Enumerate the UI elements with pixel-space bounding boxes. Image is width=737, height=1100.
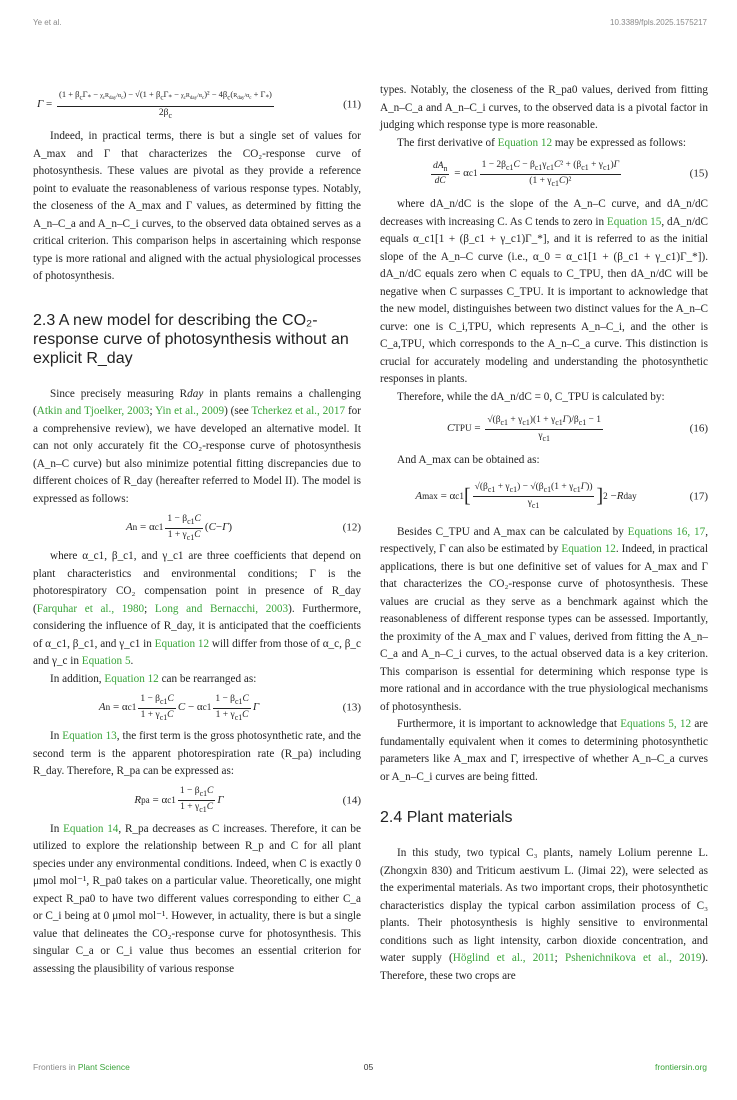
citation-link[interactable]: Farquhar et al., 1980 <box>36 602 145 615</box>
paragraph: And A_max can be obtained as: <box>397 454 540 466</box>
equation-15: $\frac{dA_n}{dC}$ = α c1 $\frac{1 - 2\beta_{c1}C - \beta_{c1}\gamma_{c1}C^2 + (\beta_{c1} + \gamma_{c1})\Gamma}{(1 + \gamma_{c1}C)^2}$ (15) <box>432 159 708 188</box>
paragraph: In Equation 14, R_pa decreases as C increases. Therefore, it can be utilized to explore the relationship between R_p and C for all plant species under any environmental conditions. Indeed, when C is exactly 0 μmol mol⁻¹, R_pa0 takes on a particular value. Theoretically, one might expect R_pa0 to have two different values corresponding to either C_a or C_i being at 0 μmol mol⁻¹. However, in actuality, there is but a single value that delineates the CO₂-response curve for photosynthesis. This singular C_a or C_i value thus becomes an essential criterion for assessing the plausibility of various response <box>33 822 361 975</box>
equation-16-number: (16) <box>689 422 708 435</box>
citation-link[interactable]: Höglind et al., 2011 <box>452 952 555 964</box>
equation-link[interactable]: Equation 15 <box>606 215 662 228</box>
page-number: 05 <box>363 1062 374 1072</box>
equation-13-number: (13) <box>342 701 361 714</box>
equation-link[interactable]: Equation 12 <box>497 136 553 149</box>
running-header-doi: 10.3389/fpls.2025.1575217 <box>610 18 707 27</box>
journal-link[interactable]: Plant Science <box>77 1062 130 1072</box>
footer-journal: Frontiers in Plant Science <box>33 1062 130 1072</box>
citation-link[interactable]: Atkin and Tjoelker, 2003 <box>36 405 150 417</box>
paragraph: types. Notably, the closeness of the R_pa0 values, derived from fitting A_n–C_a and A_n–C_i curves, to the observed data is a pivotal factor in judging which response type is more reasonable. <box>380 84 708 131</box>
equation-13: A n = α c1 $\frac{1 - \beta_{c1}C}{1 + \gamma_{c1}C}$ C − α c1 $\frac{1 - \beta_{c1}C}{1 + \gamma_{c1}C}$ Γ (13) <box>98 693 361 722</box>
equation-link[interactable]: Equations 5, 12 <box>620 718 692 730</box>
section-heading-2-4: 2.4 Plant materials <box>380 809 513 826</box>
equation-link[interactable]: Equations 16, 17 <box>627 525 706 538</box>
equation-12: A n = α c1 $\frac{1 - \beta_{c1}C}{1 + \gamma_{c1}C}$ ( C − Γ ) (12) <box>125 513 361 542</box>
paragraph: where dA_n/dC is the slope of the A_n–C curve, and dA_n/dC decreases with increasing C. As C tends to zero in Equation 15, dA_n/dC equals α_c1[1 + (β_c1 + γ_c1)Γ_*], and it is referred to as the initial slope of the A_n–C curve (i.e., α_0 = α_c1[1 + (β_c1 + γ_c1)Γ_*]). dA_n/dC equals zero when C equals to C_TPU, then dA_n/dC will be negative when C surpasses C_TPU. It is important to acknowledge that the new model, distinguishes between two distinct values for the A_n–C curve: one is C_i,TPU, which represents A_n–C_i, and the other is C_a,TPU, which corresponds to the A_n–C_a curve. This distinction is crucial for accurately modeling and understanding the photosynthetic responses in plants. <box>380 198 708 385</box>
paragraph: The first derivative of Equation 12 may be expressed as follows: <box>397 136 686 149</box>
equation-link[interactable]: Equation 12 <box>154 637 210 650</box>
section-heading-2-3: 2.3 A new model for describing the CO₂-response curve of photosynthesis without an explicit R_day <box>33 311 349 367</box>
paragraph: In Equation 13, the first term is the gross photosynthetic rate, and the second term is the apparent photorespiration rate (R_pa) including R_day. Therefore, R_pa can be expressed as: <box>33 730 361 777</box>
citation-link[interactable]: Yin et al., 2009 <box>155 405 225 417</box>
citation-link[interactable]: Tcherkez et al., 2017 <box>251 405 346 417</box>
paragraph: where α_c1, β_c1, and γ_c1 are three coefficients that depend on plant characteristics and environmental conditions; Γ is the photorespiratory CO₂ compensation point in presence of R_day (Farquhar et al., 1980; Long and Bernacchi, 2003). Furthermore, considering the influence of R_day, it is anticipated that the coefficients of α_c1, β_c1, and γ_c1 in Equation 12 will differ from those of α_c, β_c and γ_c in Equation 5. <box>33 550 361 667</box>
equation-17-number: (17) <box>689 489 708 502</box>
citation-link[interactable]: Long and Bernacchi, 2003 <box>154 602 289 615</box>
equation-link[interactable]: Equation 12 <box>561 543 616 555</box>
equation-15-number: (15) <box>689 167 708 180</box>
equation-link[interactable]: Equation 12 <box>104 672 159 685</box>
paragraph: Besides C_TPU and A_max can be calculated by Equations 16, 17, respectively, Γ can also be estimated by Equation 12. Indeed, in practical applications, there is but one definitive set of values for A_max and Γ that characterizes the CO₂-response curve of photosynthesis. These values are crucial as they serve as a benchmark against which the reasonableness of different response types can be assessed. Importantly, the proximity of the A_max and Γ values, derived from fitting the A_n–C_a and A_n–C_i curves, to the actual observed data is a key criterion. This comparison is essential for determining which response type is more rational and in accordance with the true physiological mechanisms of photosynthesis. <box>380 525 708 713</box>
equation-link[interactable]: Equation 5 <box>81 655 131 667</box>
paragraph: Furthermore, it is important to acknowledge that Equations 5, 12 are fundamentally equivalent when it comes to determining photosynthetic parameters like A_max and Γ, irrespective of whether A_n–C_a curves or A_n–C_i curves are being fitted. <box>380 718 708 783</box>
equation-11-number: (11) <box>343 98 361 111</box>
running-header-authors: Ye et al. <box>33 18 62 27</box>
equation-link[interactable]: Equation 14 <box>63 822 119 835</box>
paragraph: Indeed, in practical terms, there is but a single set of values for A_max and Γ that characterizes the CO₂-response curve of photosynthesis. These values are pivotal as they provide a reference point to evaluate the reasonableness of various response types. Notably, the closeness of the A_max and Γ values, as determined by fitting the A_n–C_a and A_n–C_i curves, to the observed data obtained serves as a critical criterion. This comparison helps in ascertaining which response type is more rational and aligned with the actual physiological processes of photosynthesis. <box>33 130 361 282</box>
paragraph: Therefore, while the dA_n/dC = 0, C_TPU is calculated by: <box>397 390 665 403</box>
paragraph: In this study, two typical C₃ plants, namely Lolium perenne L. (Zhongxin 830) and Triticum aestivum L. (Jimai 22), were selected as the experimental materials. As two important crops, their photosynthetic characteristics display the typical carbon assimilation process of C₃ plants. Their photosynthesis is highly sensitive to environmental conditions such as light intensity, carbon dioxide concentration, and water supply (Höglind et al., 2011; Pshenichnikova et al., 2019). Therefore, these two crops are <box>380 847 708 982</box>
equation-14-number: (14) <box>342 793 361 806</box>
citation-link[interactable]: Pshenichnikova et al., 2019 <box>564 952 702 964</box>
equation-17: A max = α c1 [ $\frac{√(\beta_{c1} + \gamma_{c1}) - √(\beta_{c1}(1 + \gamma_{c1}\Gamma))}{\gamma_{c1}}$ ] 2 − R day (17) <box>415 482 708 510</box>
equation-14: R pa = α c1 $\frac{1 - \beta_{c1}C}{1 + \gamma_{c1}C}$ Γ (14) <box>134 786 361 814</box>
equation-11: Γ = $(1 + \beta_c\Gamma_* - \chi_cR_{day}/\alpha_c) - √(1 + \beta_c\Gamma_* - \chi_cR_{day}/\alpha_c)^2 - 4\beta_c(R_{day}/\alpha_c + \Gamma_*)$ $2\beta_c$ (11) <box>37 89 361 120</box>
equation-link[interactable]: Equation 13 <box>62 730 117 742</box>
equation-12-number: (12) <box>342 521 361 534</box>
paragraph: Since precisely measuring Rday in plants remains a challenging (Atkin and Tjoelker, 2003; Yin et al., 2009) (see Tcherkez et al., 2017 for a comprehensive review), we have developed an alternative model. It can not only accurately fit the CO₂-response curve of photosynthesis (A_n–C curve) but also minimize potential fitting discrepancies due to different choices of R_day (hereafter referred to Model II). The model is expressed as follows: <box>33 387 361 505</box>
equation-16: C TPU = $\frac{√(\beta_{c1} + \gamma_{c1})(1 + \gamma_{c1}\Gamma)/\beta_{c1} - 1}{\gamma_{c1}}$ (16) <box>446 414 708 443</box>
paragraph: In addition, Equation 12 can be rearranged as: <box>50 672 257 685</box>
right-column <box>380 82 708 985</box>
footer-site-link[interactable]: frontiersin.org <box>655 1062 707 1072</box>
left-column <box>33 82 361 978</box>
